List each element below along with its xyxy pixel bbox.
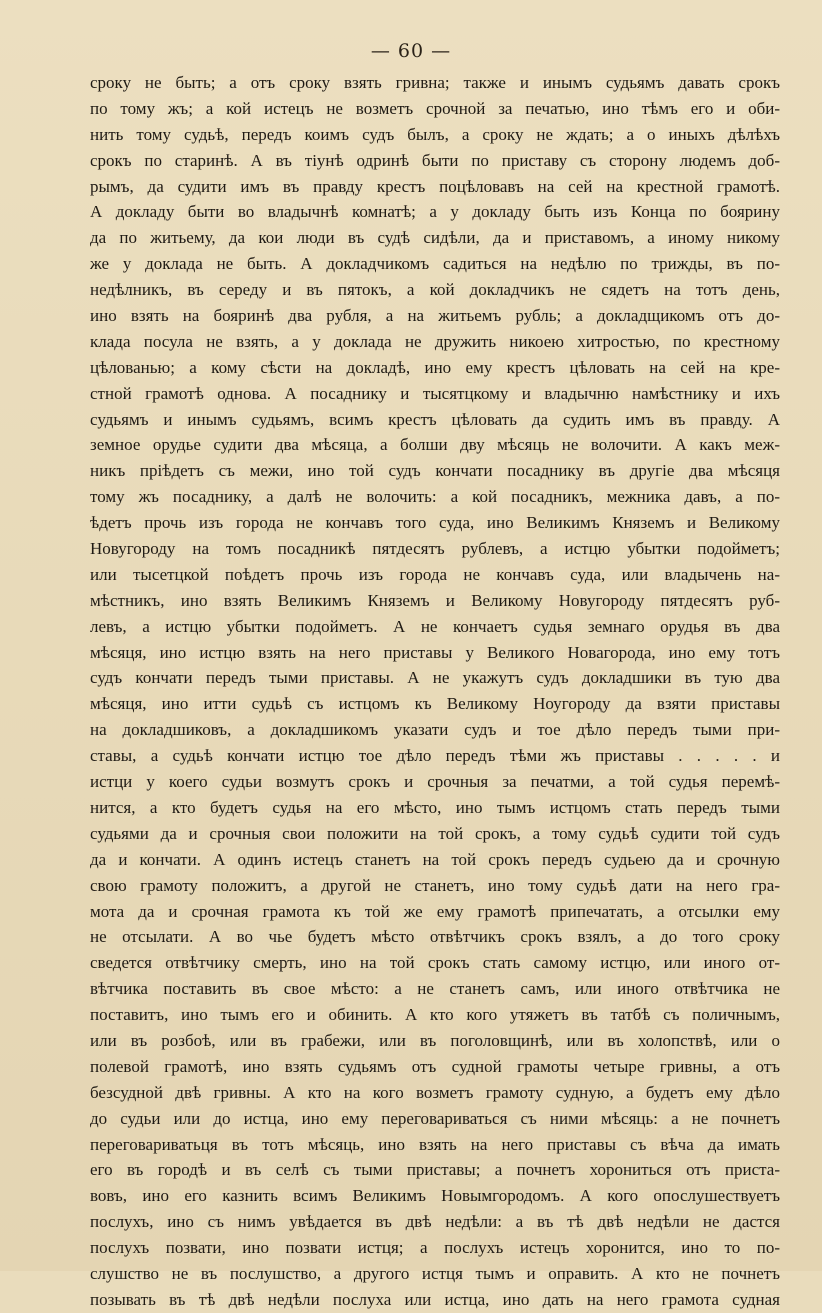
- text-line: мѣстникъ, ино взять Великимъ Княземъ и Великому Новугороду пятдесятъ руб-: [90, 590, 780, 610]
- text-line: недѣлникъ, въ середу и въ пятокъ, а кой докладчикъ не сядетъ на тотъ день,: [90, 280, 780, 300]
- text-line: послухъ, ино съ нимъ увѣдается въ двѣ недѣли: а въ тѣ двѣ недѣли не дастся: [90, 1212, 780, 1232]
- text-line: или въ розбоѣ, или въ грабежи, или въ поголовщинѣ, или въ холопствѣ, или о: [90, 1030, 780, 1050]
- text-line: да по житьему, да кои люди въ судѣ сидѣли, да и приставомъ, а иному никому: [90, 228, 780, 248]
- text-line: поставитъ, ино тымъ его и обинить. А кто кого утяжетъ въ татбѣ съ поличнымъ,: [90, 1005, 780, 1025]
- text-line: ставы, а судьѣ кончати истцю тое дѣло передъ тѣми жъ приставы . . . . . и: [90, 746, 780, 766]
- text-line: мѣсяця, ино итти судьѣ съ истцомъ къ Великому Ноугороду да взяти приставы: [90, 694, 780, 714]
- text-line: вовъ, ино его казнить всимъ Великимъ Новымгородомъ. А кого опослушествуетъ: [90, 1186, 780, 1206]
- text-line: до судьи или до истца, ино ему переговариваться съ ними мѣсяць: а не почнетъ: [90, 1108, 780, 1128]
- text-line: срокъ по старинѣ. А въ тіунѣ одринѣ быти по приставу съ сторону людемъ доб-: [90, 150, 780, 170]
- text-line: ино взять на бояринѣ два рубля, а на житьемъ рубль; а докладщикомъ отъ до-: [90, 306, 780, 326]
- text-line: слушство не въ послушство, а другого истця тымъ и оправить. А кто не почнетъ: [90, 1263, 780, 1283]
- text-line: стной грамотѣ однова. А посаднику и тысятцкому и владычню намѣстнику и ихъ: [90, 383, 780, 403]
- text-line: нить тому судьѣ, передъ коимъ судъ былъ, а сроку не ждать; а о иныхъ дѣлѣхъ: [90, 124, 780, 144]
- text-line: переговариватьця въ тотъ мѣсяць, ино взять на него приставы съ вѣча да имать: [90, 1134, 780, 1154]
- text-line: или тысетцкой поѣдетъ прочь изъ города не кончавъ суда, или владычень на-: [90, 564, 780, 584]
- text-line: мота да и срочная грамота къ той же ему грамотѣ припечатать, а отсылки ему: [90, 901, 780, 921]
- text-line: же у доклада не быть. А докладчикомъ садиться на недѣлю по трижды, въ по-: [90, 254, 780, 274]
- text-line: послухъ позвати, ино позвати истця; а послухъ истецъ хоронится, ино то по-: [90, 1238, 780, 1258]
- text-line: судъ кончати передъ тыми приставы. А не укажутъ судъ докладшики въ тую два: [90, 668, 780, 688]
- text-line: вѣтчика поставить въ свое мѣсто: а не станетъ самъ, или иного отвѣтчика не: [90, 979, 780, 999]
- text-line: рымъ, да судити имъ въ правду крестъ поцѣловавъ на сей на крестной грамотѣ.: [90, 176, 780, 196]
- text-line: А докладу быти во владычнѣ комнатѣ; а у докладу быть изъ Конца по боярину: [90, 202, 780, 222]
- text-line: судьямъ и инымъ судьямъ, всимъ крестъ цѣловать да судить имъ въ правду. А: [90, 409, 780, 429]
- text-line: свою грамоту положитъ, а другой не станетъ, ино тому судьѣ дати на него гра-: [90, 875, 780, 895]
- text-line: никъ прiѣдетъ съ межи, ино той судъ кончати посаднику въ другiе два мѣсяця: [90, 461, 780, 481]
- body-text: [90, 70, 780, 1313]
- text-line: земное орудье судити два мѣсяца, а болши дву мѣсяць не волочити. А какъ меж-: [90, 435, 780, 455]
- text-line: судьями да и срочныя свои положити на той срокъ, а тому судьѣ судити той судъ: [90, 823, 780, 843]
- text-line: не отсылати. А во чье будетъ мѣсто отвѣтчикъ срокъ взялъ, а до того сроку: [90, 927, 780, 947]
- text-line: позывать въ тѣ двѣ недѣли послуха или истца, ино дать на него грамота судная: [90, 1289, 780, 1309]
- text-line: ѣдетъ прочь изъ города не кончавъ того суда, ино Великимъ Княземъ и Великому: [90, 513, 780, 533]
- text-line: на докладшиковъ, а докладшикомъ указати судъ и тое дѣло передъ тыми при-: [90, 720, 780, 740]
- text-line: сроку не быть; а отъ сроку взять гривна; также и инымъ судьямъ давать срокъ: [90, 73, 780, 92]
- text-line: его въ городѣ и въ селѣ съ тыми приставы; а почнетъ хорониться отъ приста-: [90, 1160, 780, 1180]
- text-line: Новугороду на томъ посадникѣ пятдесятъ рублевъ, а истцю убытки подойметъ;: [90, 539, 780, 559]
- text-line: по тому жъ; а кой истецъ не возметъ срочной за печатью, ино тѣмъ его и оби-: [90, 98, 780, 118]
- page-number: — 60 —: [370, 40, 452, 62]
- text-line: сведется отвѣтчику смерть, ино на той срокъ стать самому истцю, или иного от-: [90, 953, 780, 973]
- text-line: нится, а кто будетъ судья на его мѣсто, ино тымъ истцомъ стать передъ тыми: [90, 797, 780, 817]
- text-line: цѣлованью; а кому сѣсти на докладѣ, ино ему крестъ цѣловать на сей на кре-: [90, 357, 780, 377]
- text-line: мѣсяця, ино истцю взять на него приставы у Великого Новагорода, ино ему тотъ: [90, 642, 780, 662]
- text-line: безсудной двѣ гривны. А кто на кого возметъ грамоту судную, а будетъ ему дѣло: [90, 1082, 780, 1102]
- text-line: тому жъ посаднику, а далѣ не волочить: а кой посадникъ, межника давъ, а по-: [90, 487, 780, 507]
- text-line: клада посула не взять, а у доклада не дружить никоею хитростью, по крестному: [90, 331, 780, 351]
- text-line: левъ, а истцю убытки подойметъ. А не кончаетъ судья земнаго орудья въ два: [90, 616, 780, 636]
- text-line: полевой грамотѣ, ино взять судьямъ отъ судной грамоты четыре гривны, а отъ: [90, 1056, 780, 1076]
- text-line: да и кончати. А одинъ истецъ станетъ на той срокъ передъ судьею да и срочную: [90, 849, 780, 869]
- text-line: истци у коего судьи возмутъ срокъ и срочныя за печатми, а той судья перемѣ-: [90, 772, 780, 792]
